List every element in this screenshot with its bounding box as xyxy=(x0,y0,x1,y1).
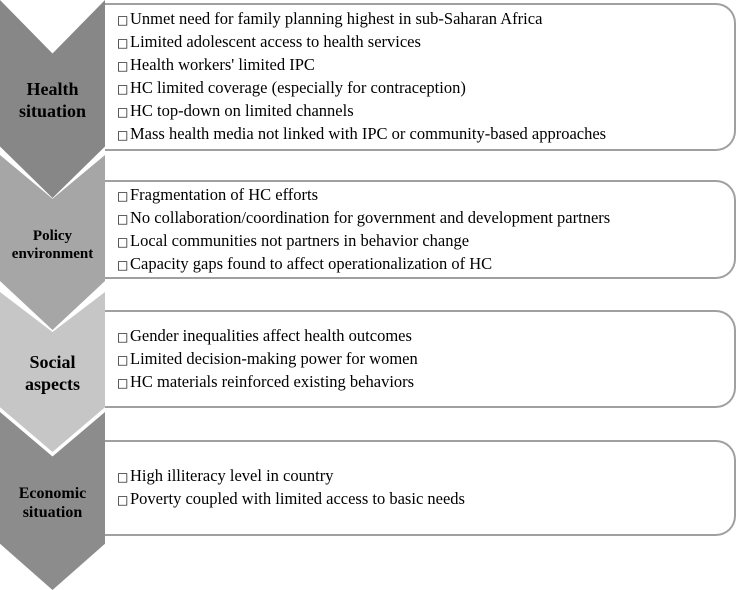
label-line: Policy xyxy=(32,227,73,244)
list-item: □ Fragmentation of HC efforts xyxy=(117,184,734,207)
label-line: environment xyxy=(11,245,94,262)
label-line: situation xyxy=(18,101,87,121)
list-item: □ High illiteracy level in country xyxy=(117,465,734,488)
health-situation-box xyxy=(105,3,736,151)
list-item: □ Gender inequalities affect health outcomes xyxy=(117,325,734,348)
label-line: Economic xyxy=(18,484,87,502)
list-item: □ Limited adolescent access to health services xyxy=(117,31,734,54)
list-item: □ Capacity gaps found to affect operationalization of HC xyxy=(117,253,734,276)
label-line: Health xyxy=(26,79,79,100)
list-item: □ HC limited coverage (especially for contraception) xyxy=(117,77,734,100)
list-item: □ HC top-down on limited channels xyxy=(117,100,734,123)
health-situation-label xyxy=(19,75,86,122)
list-item: □ Poverty coupled with limited access to basic needs xyxy=(117,488,734,511)
list-item: □ Limited decision-making power for women xyxy=(117,348,734,371)
list-item: □ No collaboration/coordination for government and development partners xyxy=(117,207,734,230)
social-aspects-box xyxy=(105,310,736,408)
label-line: Social xyxy=(29,352,76,373)
social-aspects-label xyxy=(25,348,80,395)
list-item: □ Local communities not partners in behavior change xyxy=(117,230,734,253)
list-item: □ Health workers' limited IPC xyxy=(117,54,734,77)
list-item: □ Mass health media not linked with IPC or community-based approaches xyxy=(117,123,734,146)
label-line: aspects xyxy=(25,374,80,394)
economic-situation-chevron xyxy=(0,412,105,590)
list-item: □ HC materials reinforced existing behaviors xyxy=(117,371,734,394)
label-line: situation xyxy=(22,504,83,521)
economic-situation-box xyxy=(105,440,736,536)
policy-environment-box xyxy=(105,180,736,279)
list-item: □ Unmet need for family planning highest in sub-Saharan Africa xyxy=(117,8,734,31)
policy-environment-label xyxy=(12,223,93,263)
economic-situation-label xyxy=(19,480,87,522)
